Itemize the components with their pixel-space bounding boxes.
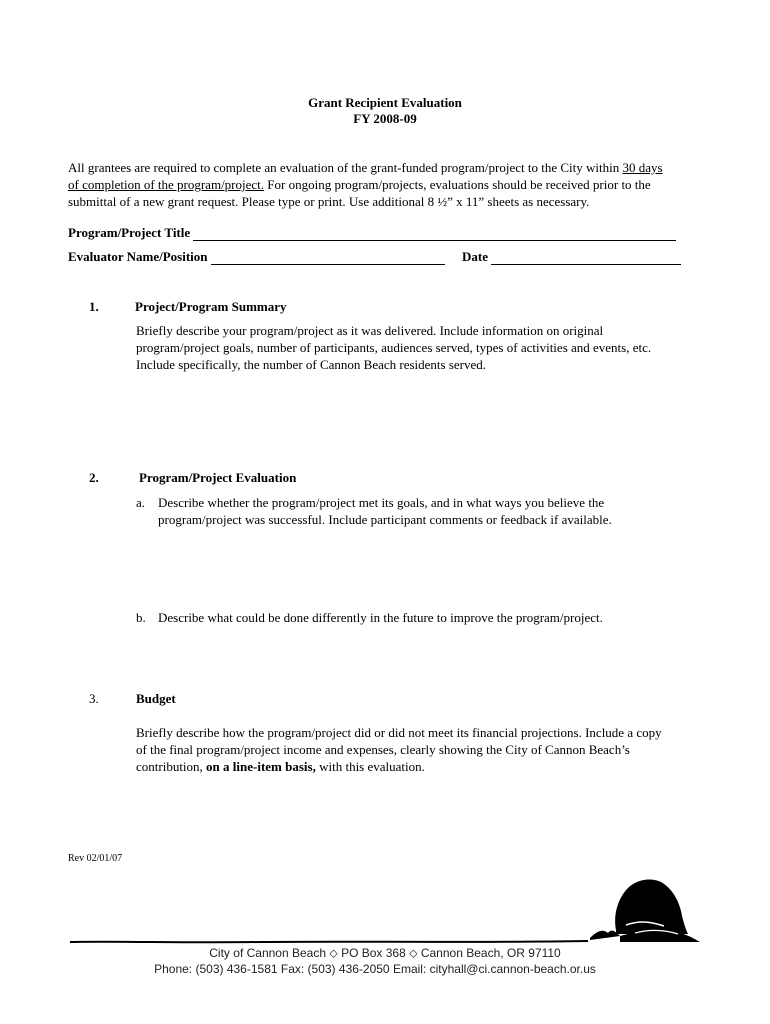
section-2-number: 2. — [89, 470, 99, 485]
evaluator-label: Evaluator Name/Position — [68, 249, 208, 264]
date-line[interactable] — [491, 252, 681, 265]
program-title-field[interactable] — [68, 225, 676, 241]
intro-text-3: submittal of a new grant request. Please type or print. Use additional 8 ½” x 11” sheets as necessary. — [68, 194, 590, 209]
section-1-description — [136, 322, 651, 373]
item-b-marker: b. — [136, 610, 146, 625]
intro-deadline-days: 30 days — [622, 160, 663, 175]
item-a-line: Describe whether the program/project met its goals, and in what ways you believe the — [158, 495, 605, 510]
intro-paragraph — [68, 159, 708, 210]
evaluator-line[interactable] — [211, 252, 445, 265]
section-3-number: 3. — [89, 691, 99, 706]
item-a-marker: a. — [136, 495, 146, 510]
date-field[interactable] — [462, 249, 681, 265]
program-title-line[interactable] — [193, 228, 676, 241]
section-3-title: Budget — [136, 691, 176, 706]
section-3-description — [136, 724, 662, 775]
footer-address: City of Cannon Beach ⬦ PO Box 368 ⬦ Cannon Beach, OR 97110 — [209, 946, 561, 960]
item-a-description — [158, 494, 612, 528]
document-title: Grant Recipient Evaluation — [308, 95, 462, 110]
document-subtitle: FY 2008-09 — [353, 111, 417, 126]
section-3-line — [136, 758, 662, 775]
section-3-line: Briefly describe how the program/project did or did not meet its financial projections. Include a copy — [136, 725, 662, 740]
section-1-line: Briefly describe your program/project as it was delivered. Include information on original — [136, 323, 604, 338]
section-1-title: Project/Program Summary — [135, 299, 287, 314]
footer-contact: Phone: (503) 436-1581 Fax: (503) 436-2050 Email: cityhall@ci.cannon-beach.or.us — [154, 962, 596, 976]
section-3-emphasis: on a line-item basis, — [206, 759, 316, 774]
footer-rule-and-logo — [60, 870, 710, 950]
intro-text-2: For ongoing program/projects, evaluations should be received prior to the — [264, 177, 651, 192]
section-3-text: with this evaluation. — [315, 759, 425, 774]
item-b-description: Describe what could be done differently in the future to improve the program/project. — [158, 610, 603, 625]
revision-date: Rev 02/01/07 — [68, 853, 123, 864]
section-3-text: contribution, — [136, 759, 207, 774]
date-label: Date — [462, 249, 488, 264]
section-3-line: of the final program/project income and expenses, clearly showing the City of Cannon Beach’s — [136, 742, 630, 757]
intro-text-1: All grantees are required to complete an evaluation of the grant-funded program/project to the City within — [68, 160, 623, 175]
footer-rule — [70, 941, 588, 942]
program-title-label: Program/Project Title — [68, 225, 191, 240]
section-1-line: Include specifically, the number of Cannon Beach residents served. — [136, 357, 487, 372]
item-a-line: program/project was successful. Include participant comments or feedback if available. — [158, 512, 612, 527]
section-2-title: Program/Project Evaluation — [139, 470, 297, 485]
intro-deadline-text: of completion of the program/project. — [68, 177, 265, 192]
evaluator-field[interactable] — [68, 249, 445, 265]
haystack-rock-logo-icon — [590, 880, 700, 942]
section-1-line: program/project goals, number of participants, audiences served, types of activities and events, etc. — [136, 340, 652, 355]
section-1-number: 1. — [89, 299, 99, 314]
